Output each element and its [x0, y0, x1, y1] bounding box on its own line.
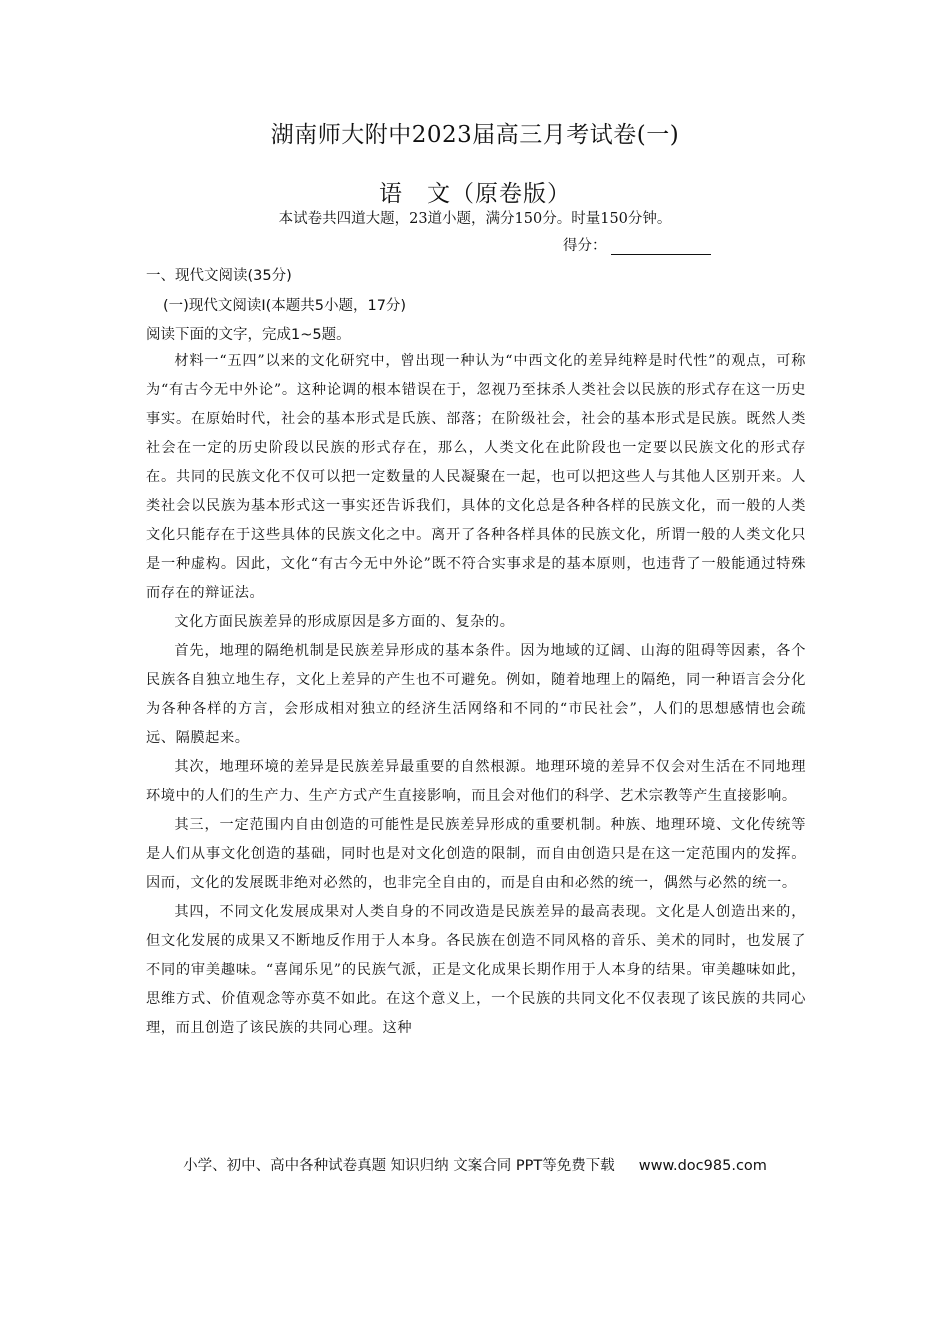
- page-footer: [0, 1154, 950, 1175]
- footer-text: 小学、初中、高中各种试卷真题 知识归纳 文案合同 PPT等免费下载: [183, 1158, 615, 1174]
- paragraph: 首先，地理的隔绝机制是民族差异形成的基本条件。因为地域的辽阔、山海的阻碍等因素，各个民族各自独立地生存，文化上差异的产生也不可避免。例如，随着地理上的隔绝，同一种语言会分化为各种各样的方言，会形成相对独立的经济生活网络和不同的“市民社会”，人们的思想感情也会疏远、隔膜起来。: [146, 643, 806, 746]
- score-field: [563, 234, 711, 255]
- paragraph: 其四，不同文化发展成果对人类自身的不同改造是民族差异的最高表现。文化是人创造出来的，但文化发展的成果又不断地反作用于人本身。各民族在创造不同风格的音乐、美术的同时，也发展了不同的审美趣味。“喜闻乐见”的民族气派，正是文化成果长期作用于人本身的结果。审美趣味如此，思维方式、价值观念等亦莫不如此。在这个意义上，一个民族的共同文化不仅表现了该民族的共同心理，而且创造了该民族的共同心理。这种: [146, 904, 806, 1036]
- exam-info: 本试卷共四道大题，23道小题，满分150分。时量150分钟。: [278, 211, 672, 227]
- paragraph: 材料一“五四”以来的文化研究中，曾出现一种认为“中西文化的差异纯粹是时代性”的观点，可称为“有古今无中外论”。这种论调的根本错误在于，忽视乃至抹杀人类社会以民族的形式存在这一历史事实。在原始时代，社会的基本形式是氏族、部落；在阶级社会，社会的基本形式是民族。既然人类社会在一定的历史阶段以民族的形式存在，那么，人类文化在此阶段也一定要以民族文化的形式存在。共同的民族文化不仅可以把一定数量的人民凝聚在一起，也可以把这些人与其他人区别开来。人类社会以民族为基本形式这一事实还告诉我们，具体的文化总是各种各样的民族文化，而一般的人类文化只能存在于这些具体的民族文化之中。离开了各种各样具体的民族文化，所谓一般的人类文化只是一种虚构。因此，文化“有古今无中外论”既不符合实事求是的基本原则，也违背了一般能通过特殊而存在的辩证法。: [146, 353, 806, 601]
- reading-instruction: 阅读下面的文字，完成1~5题。: [146, 327, 351, 343]
- reading-passage: [146, 347, 806, 1043]
- subsection-heading: (一)现代文阅读Ⅰ(本题共5小题，17分): [163, 298, 407, 314]
- exam-title: 湖南师大附中2023届高三月考试卷(一): [270, 122, 680, 148]
- paragraph: 其三，一定范围内自由创造的可能性是民族差异形成的重要机制。种族、地理环境、文化传统等是人们从事文化创造的基础，同时也是对文化创造的限制，而自由创造只是在这一定范围内的发挥。因而，文化的发展既非绝对必然的，也非完全自由的，而是自由和必然的统一，偶然与必然的统一。: [146, 817, 806, 891]
- subject-title: 语 文（原卷版）: [379, 181, 571, 207]
- score-blank: [611, 240, 711, 255]
- score-label: 得分：: [563, 238, 607, 254]
- section-heading: 一、现代文阅读(35分): [146, 268, 292, 284]
- paragraph: 其次，地理环境的差异是民族差异最重要的自然根源。地理环境的差异不仅会对生活在不同地理环境中的人们的生产力、生产方式产生直接影响，而且会对他们的科学、艺术宗教等产生直接影响。: [146, 759, 806, 804]
- footer-url[interactable]: www.doc985.com: [638, 1158, 767, 1174]
- paragraph: 文化方面民族差异的形成原因是多方面的、复杂的。: [174, 614, 515, 630]
